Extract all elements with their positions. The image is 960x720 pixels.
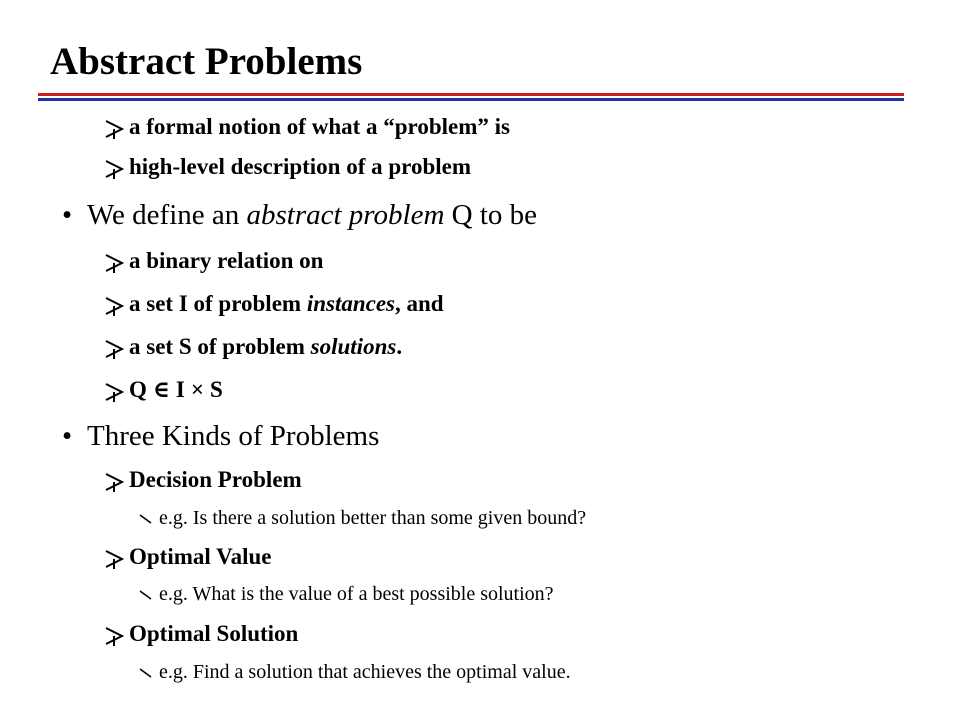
sub-bullet-instances	[103, 292, 444, 317]
arrow-bullet-icon	[103, 118, 129, 140]
sub-bullet-text-part: , and	[395, 291, 444, 316]
formula-s: S	[209, 377, 223, 402]
bullet-text-part: We define an	[87, 199, 247, 231]
formula-q: Q	[129, 377, 147, 402]
bullet-text-part: Q to be	[444, 199, 538, 231]
arrow-bullet-icon	[103, 338, 129, 360]
dash-bullet-icon	[139, 666, 159, 680]
sub-bullet-text: Decision Problem	[129, 467, 302, 492]
sub-bullet-text-part: a set S of problem	[129, 334, 311, 359]
cartesian-product-symbol: ×	[190, 377, 204, 402]
sub-bullet-text-part: a set I of problem	[129, 291, 307, 316]
arrow-bullet-icon	[103, 252, 129, 274]
slide-title: Abstract Problems	[50, 40, 363, 83]
example-text: e.g. What is the value of a best possible solution?	[159, 583, 554, 605]
arrow-bullet-icon	[103, 158, 129, 180]
sub-bullet-high-level	[103, 155, 471, 180]
bullet-text: Three Kinds of Problems	[87, 420, 380, 452]
sub-bullet-text: high-level description of a problem	[129, 154, 472, 179]
example-optimal-value	[139, 584, 554, 604]
arrow-bullet-icon	[103, 471, 129, 493]
sub-bullet-solutions	[103, 335, 402, 360]
sub-bullet-decision-problem	[103, 468, 302, 493]
dash-bullet-icon	[139, 588, 159, 602]
sub-bullet-emphasis: solutions	[310, 334, 397, 359]
dash-bullet-icon	[139, 512, 159, 526]
example-decision	[139, 508, 586, 528]
sub-bullet-optimal-solution	[103, 622, 298, 647]
sub-bullet-formal-notion	[103, 115, 510, 140]
example-text: e.g. Is there a solution better than some given bound?	[159, 507, 587, 529]
sub-bullet-text-part: .	[396, 334, 403, 359]
title-rule-blue	[38, 98, 904, 101]
bullet-dot: •	[62, 199, 73, 231]
sub-bullet-optimal-value	[103, 545, 272, 570]
sub-bullet-text: a binary relation on	[129, 248, 324, 273]
sub-bullet-emphasis: instances	[306, 291, 395, 316]
element-of-symbol: ∈	[152, 377, 170, 402]
arrow-bullet-icon	[103, 381, 129, 403]
example-text: e.g. Find a solution that achieves the optimal value.	[159, 661, 571, 683]
arrow-bullet-icon	[103, 295, 129, 317]
sub-bullet-text: Optimal Value	[129, 544, 272, 569]
bullet-define-abstract-problem	[62, 201, 537, 230]
sub-bullet-text: a formal notion of what a “problem” is	[129, 114, 510, 139]
sub-bullet-binary-relation	[103, 249, 323, 274]
arrow-bullet-icon	[103, 548, 129, 570]
sub-bullet-text: Optimal Solution	[129, 621, 299, 646]
bullet-three-kinds	[62, 422, 379, 451]
title-rule-red	[38, 93, 904, 96]
formula-i: I	[175, 377, 185, 402]
arrow-bullet-icon	[103, 625, 129, 647]
sub-bullet-relation-formula	[103, 378, 223, 403]
example-optimal-solution	[139, 662, 571, 682]
bullet-text-emphasis: abstract problem	[246, 199, 445, 231]
bullet-dot: •	[62, 420, 73, 452]
